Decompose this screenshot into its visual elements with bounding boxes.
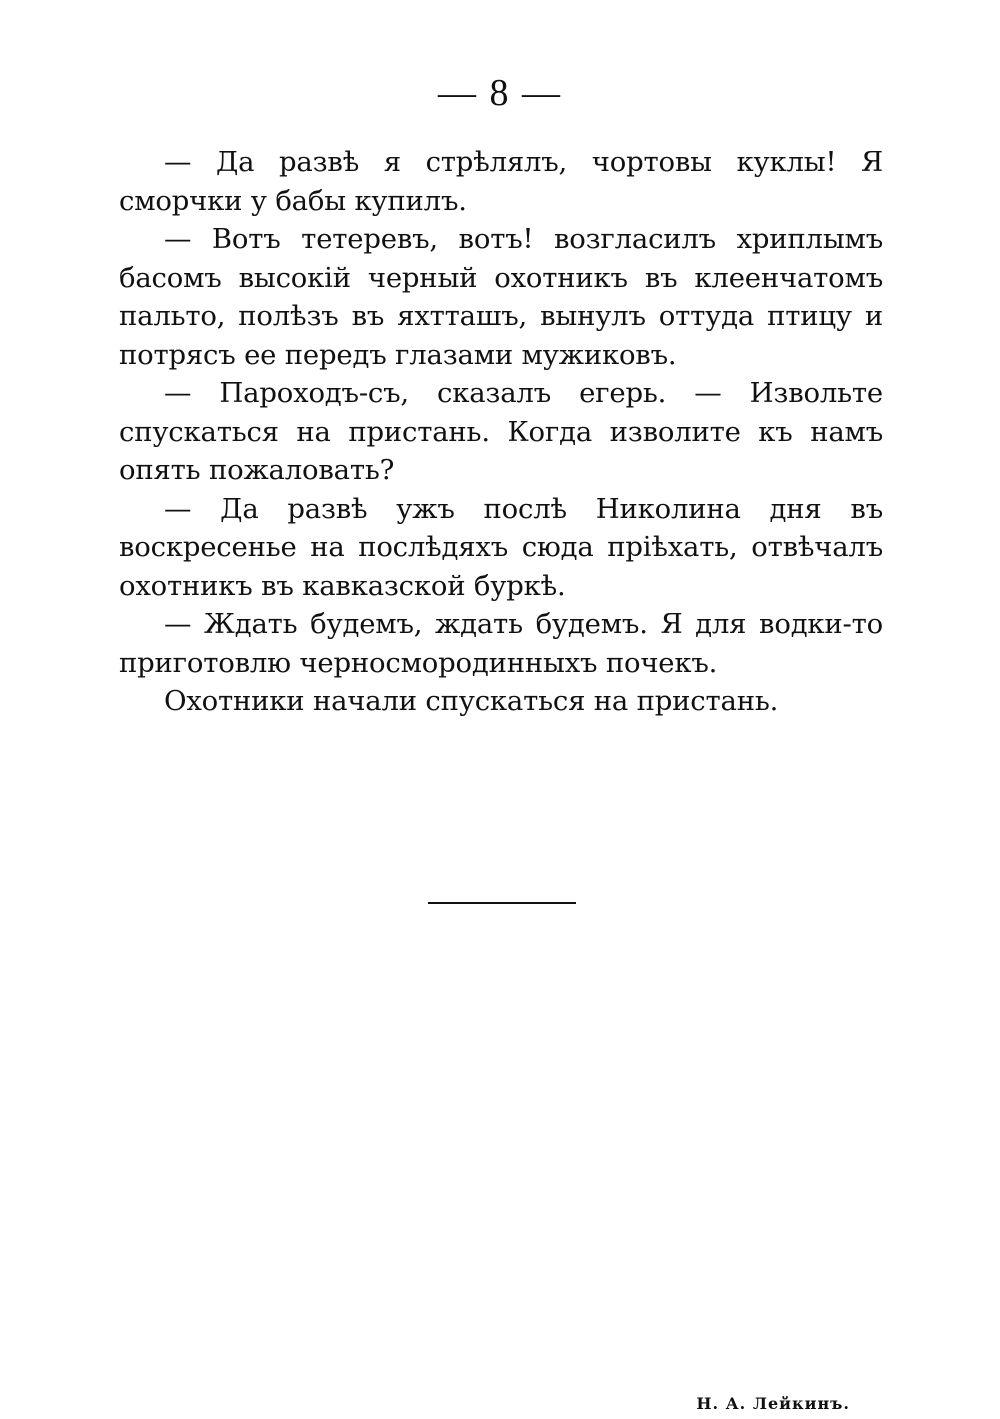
section-divider (428, 902, 576, 904)
paragraph-2: — Вотъ тетеревъ, вотъ! возгласилъ хриплымъ басомъ высокій черный охотникъ въ клеенчатомъ пальто, полѣзъ въ яхтташъ, вынулъ оттуда птицу и потрясъ ее передъ глазами мужиковъ. (119, 223, 883, 371)
body-text (119, 143, 883, 721)
paragraph-6: Охотники начали спускаться на пристань. (164, 685, 779, 717)
paragraph-5: — Ждать будемъ, ждать будемъ. Я для водки-то приготовлю черносмородинныхъ почекъ. (119, 608, 883, 679)
paragraph-4: — Да развѣ ужъ послѣ Николина дня въ воскресенье на послѣдяхъ сюда пріѣхать, отвѣчалъ охотникъ въ кавказской буркѣ. (119, 492, 883, 602)
paragraph-3: — Пароходъ-съ, сказалъ егерь. — Извольте спускаться на пристань. Когда изволите къ намъ опять пожаловать? (119, 377, 883, 486)
paragraph-1: — Да развѣ я стрѣлялъ, чортовы куклы! Я сморчки у бабы купилъ. (119, 146, 883, 217)
page-number: — 8 — (438, 72, 562, 114)
footer-signature: Н. А. Лейкинъ. (696, 1394, 850, 1413)
